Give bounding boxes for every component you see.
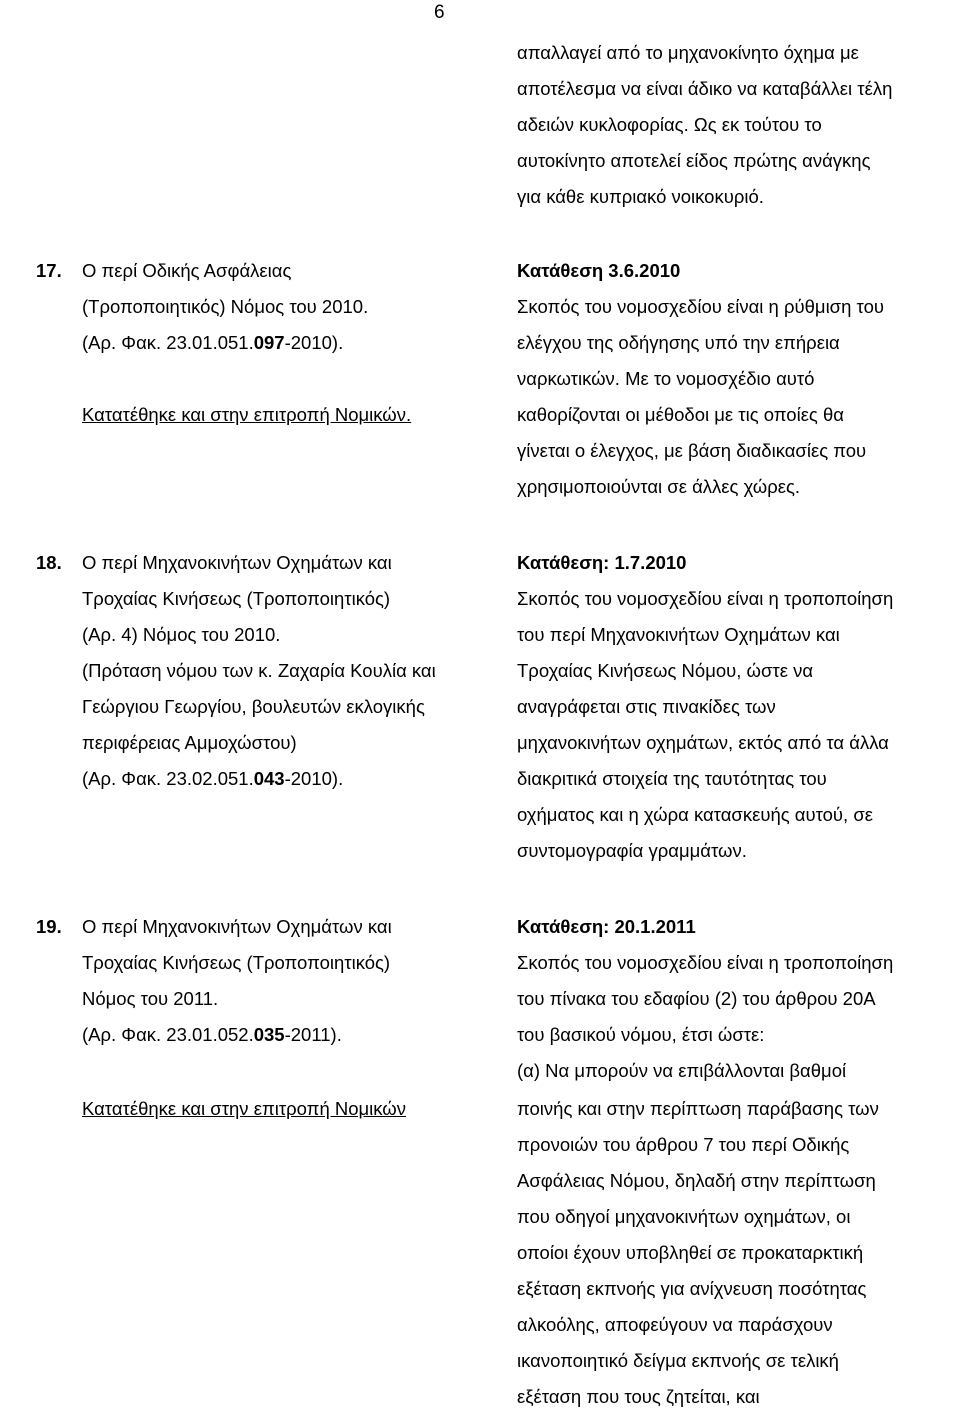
- item-title-line: Ο περί Μηχανοκινήτων Οχημάτων και: [82, 552, 392, 573]
- item-title-line: (Αρ. 4) Νόμος του 2010.: [82, 624, 281, 645]
- description-line: χρησιμοποιούνται σε άλλες χώρες.: [517, 476, 801, 497]
- submission-date: Κατάθεση: 20.1.2011: [517, 916, 696, 937]
- description-line: (α) Να μπορούν να επιβάλλονται βαθμοί: [517, 1060, 847, 1081]
- description-line: αναγράφεται στις πινακίδες των: [517, 696, 776, 717]
- description-line: γίνεται ο έλεγχος, με βάση διαδικασίες που: [517, 440, 867, 461]
- item-title-line: Γεώργιου Γεωργίου, βουλευτών εκλογικής: [82, 696, 425, 717]
- description-line: Σκοπός του νομοσχεδίου είναι η τροποποίηση: [517, 588, 894, 609]
- item-title-line: Τροχαίας Κινήσεως (Τροποποιητικός): [82, 588, 391, 609]
- description-line: οχήματος και η χώρα κατασκευής αυτού, σε: [517, 804, 873, 825]
- description-line: ελέγχου της οδήγησης υπό την επήρεια: [517, 332, 840, 353]
- item-title-line: περιφέρειας Αμμοχώστου): [82, 732, 297, 753]
- description-line: του περί Μηχανοκινήτων Οχημάτων και: [517, 624, 840, 645]
- description-line: που οδηγοί μηχανοκινήτων οχημάτων, οι: [517, 1206, 851, 1227]
- item-title-line: Ο περί Οδικής Ασφάλειας: [82, 260, 292, 281]
- item-title-line: Τροχαίας Κινήσεως (Τροποποιητικός): [82, 952, 391, 973]
- description-line: συντομογραφία γραμμάτων.: [517, 840, 747, 861]
- description-line: εξέταση εκπνοής για ανίχνευση ποσότητας: [517, 1278, 867, 1299]
- description-line: Σκοπός του νομοσχεδίου είναι η ρύθμιση του: [517, 296, 884, 317]
- item-file-ref: (Αρ. Φακ. 23.01.052.035-2011).: [82, 1024, 342, 1045]
- text-line: αδειών κυκλοφορίας. Ως εκ τούτου το: [517, 114, 822, 135]
- text-line: αυτοκίνητο αποτελεί είδος πρώτης ανάγκης: [517, 150, 871, 171]
- item-title-line: Νόμος του 2011.: [82, 988, 219, 1009]
- item-number: 17.: [36, 260, 62, 281]
- description-line: ναρκωτικών. Με το νομοσχέδιο αυτό: [517, 368, 815, 389]
- committee-note: Κατατέθηκε και στην επιτροπή Νομικών: [82, 1098, 407, 1119]
- submission-date: Κατάθεση 3.6.2010: [517, 260, 681, 281]
- item-file-ref: (Αρ. Φακ. 23.01.051.097-2010).: [82, 332, 344, 353]
- committee-note: Κατατέθηκε και στην επιτροπή Νομικών.: [82, 404, 412, 425]
- submission-date: Κατάθεση: 1.7.2010: [517, 552, 687, 573]
- description-line: αλκοόλης, αποφεύγουν να παράσχουν: [517, 1314, 833, 1335]
- description-line: προνοιών του άρθρου 7 του περί Οδικής: [517, 1134, 850, 1155]
- description-line: Τροχαίας Κινήσεως Νόμου, ώστε να: [517, 660, 814, 681]
- text-line: αποτέλεσμα να είναι άδικο να καταβάλλει τέλη: [517, 78, 893, 99]
- description-line: μηχανοκινήτων οχημάτων, εκτός από τα άλλα: [517, 732, 889, 753]
- description-line: του πίνακα του εδαφίου (2) του άρθρου 20Α: [517, 988, 876, 1009]
- item-title-line: (Τροποποιητικός) Νόμος του 2010.: [82, 296, 369, 317]
- description-line: Σκοπός του νομοσχεδίου είναι η τροποποίηση: [517, 952, 894, 973]
- description-line: ικανοποιητικό δείγμα εκπνοής σε τελική: [517, 1350, 839, 1371]
- description-line: ποινής και στην περίπτωση παράβασης των: [517, 1098, 879, 1119]
- item-title-line: (Πρόταση νόμου των κ. Ζαχαρία Κουλία και: [82, 660, 436, 681]
- description-line: οποίοι έχουν υποβληθεί σε προκαταρκτική: [517, 1242, 864, 1263]
- description-line: καθορίζονται οι μέθοδοι με τις οποίες θα: [517, 404, 844, 425]
- page-number: 6: [434, 2, 445, 23]
- description-line: εξέταση που τους ζητείται, και: [517, 1386, 760, 1407]
- item-title-line: Ο περί Μηχανοκινήτων Οχημάτων και: [82, 916, 392, 937]
- text-line: απαλλαγεί από το μηχανοκίνητο όχημα με: [517, 42, 859, 63]
- item-number: 18.: [36, 552, 62, 573]
- item-number: 19.: [36, 916, 62, 937]
- text-line: για κάθε κυπριακό νοικοκυριό.: [517, 186, 764, 207]
- item-file-ref: (Αρ. Φακ. 23.02.051.043-2010).: [82, 768, 344, 789]
- description-line: Ασφάλειας Νόμου, δηλαδή στην περίπτωση: [517, 1170, 876, 1191]
- description-line: διακριτικά στοιχεία της ταυτότητας του: [517, 768, 827, 789]
- description-line: του βασικού νόμου, έτσι ώστε:: [517, 1024, 765, 1045]
